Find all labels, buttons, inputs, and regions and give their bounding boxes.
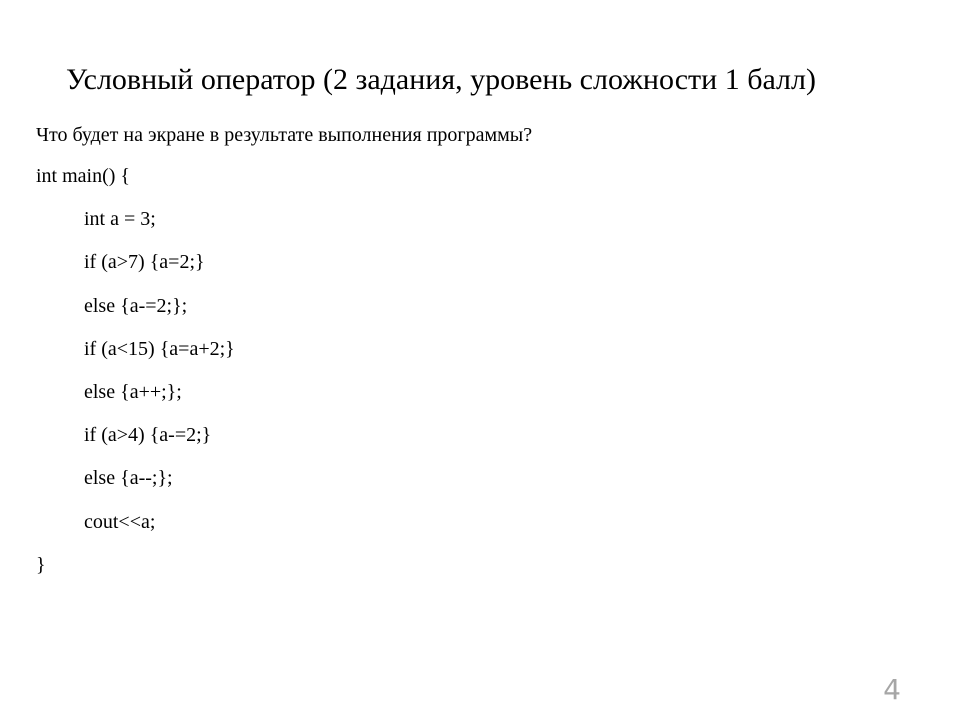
code-line-else-2: else {a++;}; (84, 380, 182, 403)
page-number: 4 (883, 673, 901, 706)
code-line-main: int main() { (36, 165, 131, 187)
slide-title: Условный оператор (2 задания, уровень сложности 1 балл) (66, 63, 816, 96)
code-line-if-3: if (a>4) {a-=2;} (84, 424, 212, 447)
code-line-cout: cout<<a; (84, 510, 156, 533)
code-listing (36, 161, 235, 593)
code-line-closing-brace: } (36, 553, 46, 576)
code-line-else-3: else {a--;}; (84, 467, 173, 490)
code-line-if-2: if (a<15) {a=a+2;} (84, 337, 235, 360)
code-line-declare-a: int a = 3; (84, 208, 156, 231)
code-line-if-1: if (a>7) {a=2;} (84, 251, 205, 274)
code-line-else-1: else {a-=2;}; (84, 294, 188, 317)
question-text: Что будет на экране в результате выполнения программы? (36, 124, 533, 146)
